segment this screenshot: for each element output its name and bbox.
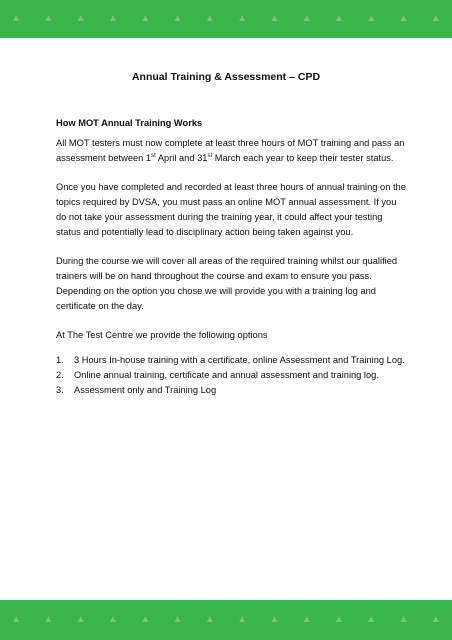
footer-band-pattern	[0, 613, 452, 627]
tree-pattern-icon: ▲	[334, 614, 344, 625]
tree-pattern-icon: ▲	[43, 614, 54, 625]
list-item-text: 3 Hours In-house training with a certificate, online Assessment and Training Log.	[74, 355, 405, 365]
list-item	[56, 353, 406, 368]
tree-pattern-icon: ▲	[366, 13, 377, 24]
list-item	[56, 368, 406, 383]
intro-paragraph: All MOT testers must now complete at least three hours of MOT training and pass an assessment between 1st April and 31st March each year to keep their tester status.	[56, 138, 405, 163]
list-item-number: 2.	[56, 370, 64, 380]
tree-pattern-icon: ▲	[269, 614, 280, 625]
tree-pattern-icon: ▲	[269, 13, 280, 24]
list-item-number: 3.	[56, 385, 64, 395]
tree-pattern-icon: ▲	[11, 13, 22, 24]
assessment-paragraph: Once you have completed and recorded at least three hours of annual training on the topics required by DVSA, you must pass an online MOT annual assessment. If you do not take your assessment during the training year, it could affect your testing status and potentially lead to disciplinary action being taken against you.	[56, 182, 406, 237]
options-intro: At The Test Centre we provide the following options	[56, 330, 268, 340]
tree-pattern-icon: ▲	[108, 614, 118, 625]
tree-pattern-icon: ▲	[172, 13, 183, 24]
tree-pattern-icon: ▲	[11, 614, 22, 625]
page-title: Annual Training & Assessment – CPD	[131, 71, 321, 83]
tree-pattern-icon: ▲	[204, 614, 215, 625]
header-band-pattern	[0, 12, 452, 26]
list-item	[56, 383, 406, 398]
course-paragraph: During the course we will cover all areas of the required training whilst our qualified trainers will be on hand throughout the course and exam to ensure you pass. Depending on the option you chose we will provide you with a training log and certificate on the day.	[56, 256, 398, 311]
tree-pattern-icon: ▲	[75, 614, 86, 625]
tree-pattern-icon: ▲	[140, 614, 151, 625]
tree-pattern-icon: ▲	[398, 13, 409, 24]
tree-pattern-icon: ▲	[140, 13, 151, 24]
tree-pattern-icon: ▲	[430, 13, 441, 24]
tree-pattern-icon: ▲	[430, 614, 441, 625]
ordinal-suffix: st	[207, 152, 213, 159]
tree-pattern-icon: ▲	[237, 13, 248, 24]
footer-band	[0, 600, 452, 640]
tree-pattern-icon: ▲	[301, 13, 312, 24]
tree-pattern-icon: ▲	[334, 13, 344, 24]
tree-pattern-icon: ▲	[204, 13, 215, 24]
tree-pattern-icon: ▲	[366, 614, 377, 625]
list-item-text: Assessment only and Training Log	[74, 385, 217, 395]
ordinal-suffix: st	[151, 152, 156, 159]
tree-pattern-icon: ▲	[237, 614, 248, 625]
tree-pattern-icon: ▲	[172, 614, 183, 625]
list-item-number: 1.	[56, 355, 64, 365]
tree-pattern-icon: ▲	[43, 13, 54, 24]
tree-pattern-icon: ▲	[108, 13, 118, 24]
tree-pattern-icon: ▲	[398, 614, 409, 625]
options-list	[56, 353, 406, 398]
document-body	[56, 116, 406, 398]
section-heading: How MOT Annual Training Works	[56, 118, 203, 128]
tree-pattern-icon: ▲	[301, 614, 312, 625]
list-item-text: Online annual training, certificate and annual assessment and training log.	[74, 370, 379, 380]
tree-pattern-icon: ▲	[75, 13, 86, 24]
header-band	[0, 0, 452, 38]
